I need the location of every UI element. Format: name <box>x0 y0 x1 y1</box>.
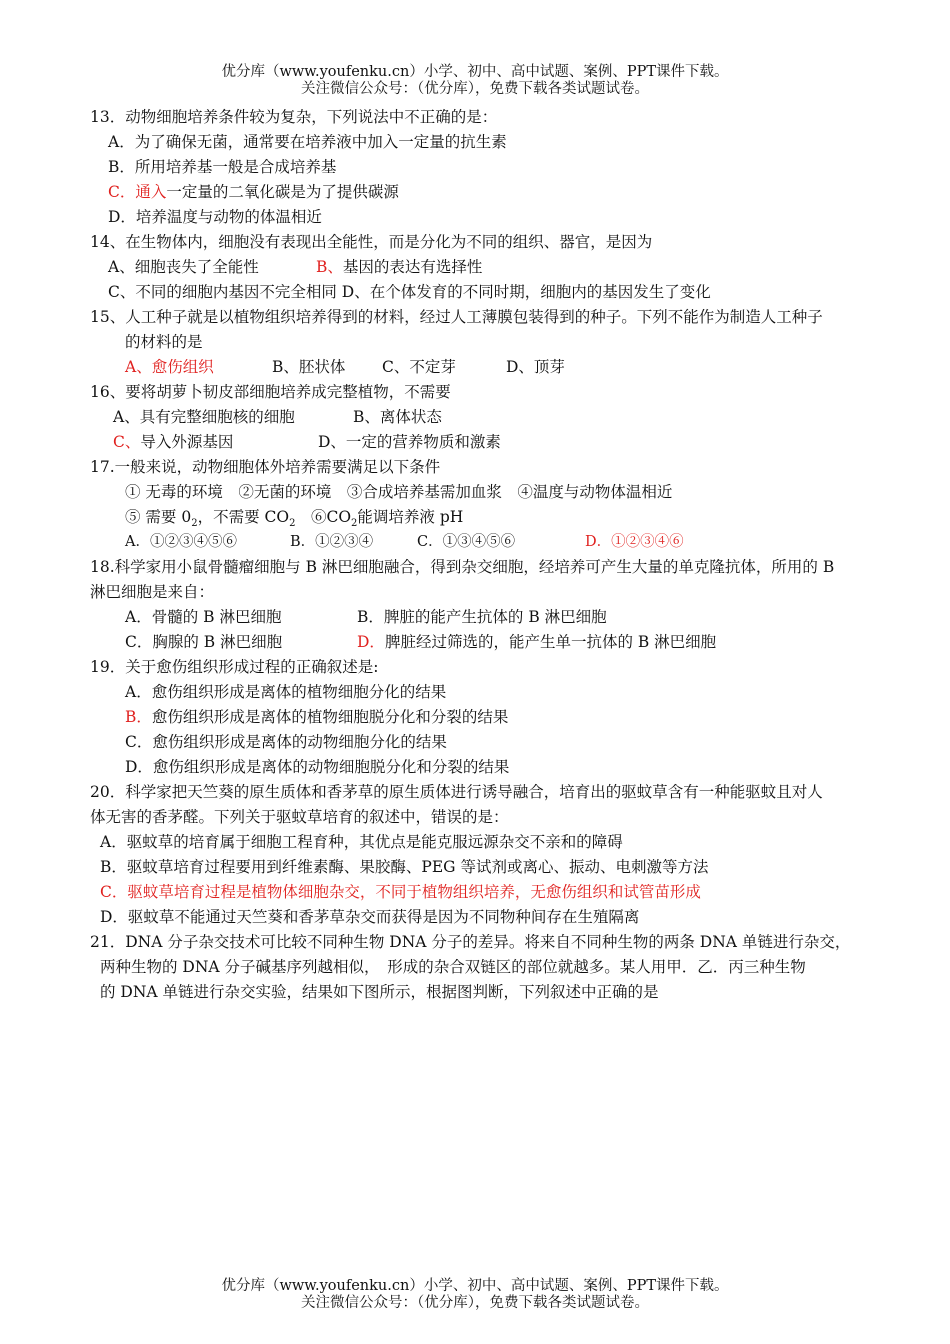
q21-stem-3: 的 DNA 单链进行杂交实验，结果如下图所示，根据图判断，下列叙述中正确的是 <box>100 983 659 1001</box>
q17-option-c: C．①③④⑤⑥ <box>417 534 516 550</box>
q21-stem-2: 两种生物的 DNA 分子碱基序列越相似， 形成的杂合双链区的部位就越多。某人用甲．乙．丙三种生物 <box>100 958 806 976</box>
q16-option-c-label: C、 <box>113 433 141 451</box>
q14-option-b-label: B、 <box>316 258 343 276</box>
q18-stem-1: 18.科学家用小鼠骨髓瘤细胞与 B 淋巴细胞融合，得到杂交细胞，经培养可产生大量的单克隆抗体，所用的 B <box>90 558 835 576</box>
q17-option-b: B．①②③④ <box>290 534 374 550</box>
q19-option-b-text: 愈伤组织形成是离体的植物细胞脱分化和分裂的结果 <box>151 708 509 726</box>
q15-options <box>90 355 890 380</box>
q18-option-d-text: 脾脏经过筛选的，能产生单一抗体的 B 淋巴细胞 <box>384 633 717 651</box>
q14-stem: 14、在生物体内，细胞没有表现出全能性，而是分化为不同的组织、器官，是因为 <box>90 233 653 251</box>
q17-condition-6a: ⑥CO <box>295 508 352 526</box>
q18-option-c: C．胸腺的 B 淋巴细胞 <box>125 633 283 651</box>
q19-option-a: A．愈伤组织形成是离体的植物细胞分化的结果 <box>125 683 447 701</box>
q17-conditions-1: ① 无毒的环境 ②无菌的环境 ③合成培养基需加血浆 ④温度与动物体温相近 <box>125 483 673 501</box>
q19-option-c: C．愈伤组织形成是离体的动物细胞分化的结果 <box>125 733 447 751</box>
q20-stem-1: 20．科学家把天竺葵的原生质体和香茅草的原生质体进行诱导融合，培育出的驱蚊草含有一种能驱蚊且对人 <box>90 783 823 801</box>
q17-stem: 17.一般来说，动物细胞体外培养需要满足以下条件 <box>90 458 441 476</box>
q18-stem-2: 淋巴细胞是来自： <box>90 583 215 601</box>
header-line-1: 优分库（www.youfenku.cn）小学、初中、高中试题、案例、PPT课件下载。 <box>221 64 729 80</box>
q13-option-d: D．培养温度与动物的体温相近 <box>108 208 322 226</box>
q15-option-a: A、愈伤组织 <box>125 358 214 376</box>
q17-sub-3: 2 <box>351 518 358 530</box>
q19-option-d: D．愈伤组织形成是离体的动物细胞脱分化和分裂的结果 <box>125 758 510 776</box>
q19-option-b-label: B． <box>125 708 152 726</box>
q15-option-d: D、顶芽 <box>506 358 565 376</box>
page-header <box>0 64 950 98</box>
footer-line-2: 关注微信公众号：（优分库），免费下载各类试题试卷。 <box>301 1295 649 1311</box>
q16-stem: 16、要将胡萝卜韧皮部细胞培养成完整植物，不需要 <box>90 383 451 401</box>
q13-stem: 13．动物细胞培养条件较为复杂，下列说法中不正确的是： <box>90 108 498 126</box>
q15-stem-2: 的材料的是 <box>125 333 203 351</box>
q18-option-d-label: D． <box>357 633 385 651</box>
q16-option-a: A、具有完整细胞核的细胞 <box>113 408 295 426</box>
q16-options-ab <box>90 405 890 430</box>
q13-option-c-answer-mark: C．通入 <box>108 183 167 201</box>
q14-options-cd: C、不同的细胞内基因不完全相同 D、在个体发育的不同时期，细胞内的基因发生了变化 <box>108 283 711 301</box>
q17-sub-2: 2 <box>289 518 296 530</box>
q20-stem-2: 体无害的香茅醛。下列关于驱蚊草培育的叙述中，错误的是： <box>90 808 509 826</box>
q13-option-b: B．所用培养基一般是合成培养基 <box>108 158 337 176</box>
q16-option-d: D、一定的营养物质和激素 <box>318 433 501 451</box>
q17-condition-5a: ⑤ 需要 0 <box>125 508 192 526</box>
q16-option-b: B、离体状态 <box>353 408 442 426</box>
q13-option-c <box>90 180 890 205</box>
q14-options-ab <box>90 255 890 280</box>
q20-option-a: A．驱蚊草的培育属于细胞工程育种，其优点是能克服远源杂交不亲和的障碍 <box>100 833 623 851</box>
q17-options <box>90 530 890 555</box>
q17-condition-5b: ，不需要 CO <box>197 508 290 526</box>
q16-option-c-text: 导入外源基因 <box>140 433 234 451</box>
q15-stem-1: 15、人工种子就是以植物组织培养得到的材料，经过人工薄膜包装得到的种子。下列不能作为制造人工种子 <box>90 308 823 326</box>
q18-options-cd <box>90 630 890 655</box>
q21-stem-1: 21．DNA 分子杂交技术可比较不同种生物 DNA 分子的差异。将来自不同种生物的两条 DNA 单链进行杂交， <box>90 933 851 951</box>
q17-conditions-2 <box>90 505 890 530</box>
q20-option-d: D．驱蚊草不能通过天竺葵和香茅草杂交而获得是因为不同物种间存在生殖隔离 <box>100 908 640 926</box>
q14-option-a: A、细胞丧失了全能性 <box>108 258 259 276</box>
q16-options-cd <box>90 430 890 455</box>
q20-option-c: C．驱蚊草培育过程是植物体细胞杂交，不同于植物组织培养，无愈伤组织和试管苗形成 <box>100 883 701 901</box>
q15-option-c: C、不定芽 <box>382 358 456 376</box>
q18-option-a: A．骨髓的 B 淋巴细胞 <box>125 608 282 626</box>
page-footer <box>0 1278 950 1312</box>
q19-stem: 19．关于愈伤组织形成过程的正确叙述是: <box>90 658 379 676</box>
q20-option-b: B．驱蚊草培育过程要用到纤维素酶、果胶酶、PEG 等试剂或离心、振动、电刺激等方法 <box>100 858 709 876</box>
q14-option-b-text: 基因的表达有选择性 <box>342 258 483 276</box>
question-list <box>90 105 890 1005</box>
footer-line-1: 优分库（www.youfenku.cn）小学、初中、高中试题、案例、PPT课件下载。 <box>221 1278 729 1294</box>
q18-options-ab <box>90 605 890 630</box>
q13-option-c-text: 一定量的二氧化碳是为了提供碳源 <box>166 183 399 201</box>
q17-sub-1: 2 <box>191 518 198 530</box>
q13-option-a: A．为了确保无菌，通常要在培养液中加入一定量的抗生素 <box>108 133 507 151</box>
q17-option-a: A．①②③④⑤⑥ <box>125 534 237 550</box>
header-line-2: 关注微信公众号：（优分库），免费下载各类试题试卷。 <box>301 81 649 97</box>
q19-option-b <box>90 705 890 730</box>
q15-option-b: B、胚状体 <box>272 358 346 376</box>
q17-option-d: D．①②③④⑥ <box>585 534 684 550</box>
q18-option-b: B．脾脏的能产生抗体的 B 淋巴细胞 <box>357 608 607 626</box>
q17-condition-6b: 能调培养液 pH <box>357 508 464 526</box>
